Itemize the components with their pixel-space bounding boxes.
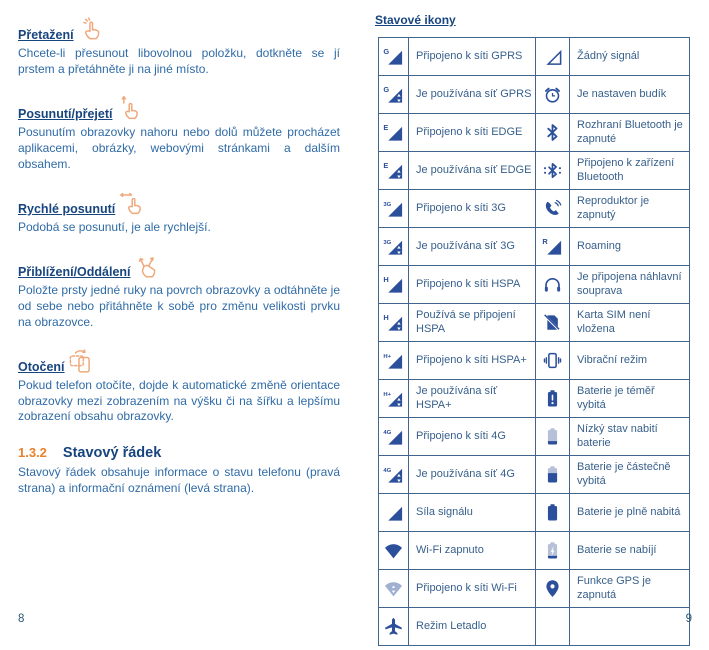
section-body: Stavový řádek obsahuje informace o stavu telefonu (pravá strana) a informační oznámení (levá strana).: [18, 465, 340, 496]
signal-g-active-icon: [379, 76, 409, 114]
gps-icon: [536, 570, 570, 608]
gesture-section: [18, 259, 340, 331]
bluetooth-connected-icon: [536, 152, 570, 190]
table-row: [379, 418, 690, 456]
signal-g-icon: [379, 38, 409, 76]
table-row: [379, 380, 690, 418]
section-heading: Rychlé posunutí: [18, 201, 116, 216]
signal-h-plus-active-icon: [379, 380, 409, 418]
icon-label: Vibrační režim: [570, 342, 690, 380]
section-heading-row: [18, 259, 340, 279]
table-row: [379, 76, 690, 114]
icon-label: Baterie je plně nabitá: [570, 494, 690, 532]
section-body: Položte prsty jedné ruky na povrch obrazovky a odtáhněte je od sebe nebo přitáhněte k sobě pro změnu velikosti prvku na obrazovce.: [18, 282, 340, 329]
table-row: [379, 114, 690, 152]
icon-label: Připojeno k síti 3G: [409, 190, 536, 228]
icon-label: Režim Letadlo: [409, 608, 536, 646]
alarm-clock-icon: [536, 76, 570, 114]
svg-text:R: R: [542, 237, 548, 247]
numbered-heading: [18, 445, 340, 461]
icon-label: Připojeno k síti 4G: [409, 418, 536, 456]
battery-alert-icon: [536, 380, 570, 418]
section-heading-row: [18, 196, 340, 216]
section-body: Posunutím obrazovky nahoru nebo dolů můžete procházet aplikacemi, obrázky, webovými stránkami a dalším obsahem.: [18, 124, 340, 171]
section-heading: Přetažení: [18, 28, 74, 42]
section-status-bar: [18, 445, 340, 497]
status-icons-table: [378, 37, 690, 646]
sim-missing-icon: [536, 304, 570, 342]
table-row: [379, 494, 690, 532]
signal-full-icon: [379, 494, 409, 532]
section-heading-row: [18, 101, 340, 121]
svg-text:H: H: [383, 313, 389, 323]
table-row: [379, 456, 690, 494]
signal-e-active-icon: [379, 152, 409, 190]
svg-text:H: H: [383, 275, 389, 285]
page-left: [18, 22, 340, 497]
table-row: [379, 570, 690, 608]
table-row: [379, 304, 690, 342]
icon-label: Je používána síť EDGE: [409, 152, 536, 190]
table-row: [379, 152, 690, 190]
section-heading-row: [18, 354, 340, 374]
icon-label: Roaming: [570, 228, 690, 266]
icon-label: Je používána síť 3G: [409, 228, 536, 266]
page-number-right: 9: [685, 613, 692, 625]
table-row: [379, 228, 690, 266]
icon-label: [570, 608, 690, 646]
section-number: 1.3.2: [18, 445, 47, 461]
icon-label: Wi-Fi zapnuto: [409, 532, 536, 570]
icon-label: Karta SIM není vložena: [570, 304, 690, 342]
battery-partial-icon: [536, 456, 570, 494]
icon-label: Připojeno k síti HSPA+: [409, 342, 536, 380]
phone-rotate-icon: [68, 362, 96, 376]
signal-4g-icon: [379, 418, 409, 456]
gesture-section: [18, 101, 340, 173]
section-heading: Otočení: [18, 359, 65, 374]
icon-label: Je používána síť HSPA+: [409, 380, 536, 418]
section-body: Pokud telefon otočíte, dojde k automatické změně orientace obrazovky mezi zobrazením na výšku či na šířku a lepšímu zobrazení obsahu obrazovky.: [18, 377, 340, 424]
status-icons-heading: Stavové ikony: [375, 13, 456, 27]
icon-label: Připojeno k síti EDGE: [409, 114, 536, 152]
svg-text:3G: 3G: [383, 202, 392, 209]
icon-label: Je připojena náhlavní souprava: [570, 266, 690, 304]
svg-text:G: G: [383, 85, 390, 95]
icon-label: Rozhraní Bluetooth je zapnuté: [570, 114, 690, 152]
svg-text:4G: 4G: [383, 468, 392, 475]
section-heading-row: [18, 22, 340, 42]
icon-label: Připojeno k síti GPRS: [409, 38, 536, 76]
icon-label: Používá se připojení HSPA: [409, 304, 536, 342]
signal-3g-active-icon: [379, 228, 409, 266]
section-heading: Přiblížení/Oddálení: [18, 264, 131, 279]
table-row: [379, 532, 690, 570]
battery-full-icon: [536, 494, 570, 532]
hand-drag-icon: [77, 30, 105, 44]
icon-label: Síla signálu: [409, 494, 536, 532]
speakerphone-icon: [536, 190, 570, 228]
signal-outline-icon: [536, 38, 570, 76]
svg-text:3G: 3G: [383, 240, 392, 247]
icon-label: Žádný signál: [570, 38, 690, 76]
empty-cell: [536, 608, 570, 646]
table-row: [379, 266, 690, 304]
wifi-connected-icon: [379, 570, 409, 608]
icon-label: Baterie se nabíjí: [570, 532, 690, 570]
hand-swipe-icon: [115, 109, 143, 123]
page-number-left: 8: [18, 613, 25, 625]
svg-text:H+: H+: [383, 354, 392, 361]
gesture-sections: [18, 22, 340, 425]
battery-low-icon: [536, 418, 570, 456]
wifi-on-icon: [379, 532, 409, 570]
icon-label: Funkce GPS je zapnutá: [570, 570, 690, 608]
svg-text:H+: H+: [383, 392, 392, 399]
gesture-section: [18, 22, 340, 78]
signal-roaming-icon: [536, 228, 570, 266]
signal-4g-active-icon: [379, 456, 409, 494]
section-title: Stavový řádek: [62, 445, 162, 462]
section-heading: Posunutí/přejetí: [18, 106, 113, 121]
table-row: [379, 608, 690, 646]
svg-text:E: E: [383, 123, 389, 133]
icon-label: Reproduktor je zapnutý: [570, 190, 690, 228]
airplane-icon: [379, 608, 409, 646]
table-row: [379, 342, 690, 380]
table-row: [379, 190, 690, 228]
signal-h-plus-icon: [379, 342, 409, 380]
icon-label: Baterie je téměř vybitá: [570, 380, 690, 418]
signal-e-icon: [379, 114, 409, 152]
hand-pinch-icon: [134, 267, 162, 281]
icon-label: Nízký stav nabití baterie: [570, 418, 690, 456]
gesture-section: [18, 196, 340, 236]
signal-h-active-icon: [379, 304, 409, 342]
icon-label: Připojeno k síti Wi-Fi: [409, 570, 536, 608]
bluetooth-icon: [536, 114, 570, 152]
section-body: Chcete-li přesunout libovolnou položku, dotkněte se jí prstem a přetáhněte ji na jiné místo.: [18, 46, 340, 76]
signal-3g-icon: [379, 190, 409, 228]
hand-fling-icon: [118, 204, 146, 218]
table-row: [379, 38, 690, 76]
gesture-section: [18, 354, 340, 426]
icon-label: Baterie je částečně vybitá: [570, 456, 690, 494]
section-body: Podobá se posunutí, je ale rychlejší.: [18, 219, 211, 234]
icon-label: Je používána síť GPRS: [409, 76, 536, 114]
signal-h-icon: [379, 266, 409, 304]
svg-text:G: G: [383, 47, 390, 57]
headset-icon: [536, 266, 570, 304]
icon-label: Je nastaven budík: [570, 76, 690, 114]
icon-label: Připojeno k zařízení Bluetooth: [570, 152, 690, 190]
vibrate-icon: [536, 342, 570, 380]
svg-text:4G: 4G: [383, 430, 392, 437]
battery-charging-icon: [536, 532, 570, 570]
icon-label: Je používána síť 4G: [409, 456, 536, 494]
svg-text:E: E: [383, 161, 389, 171]
icon-label: Připojeno k síti HSPA: [409, 266, 536, 304]
